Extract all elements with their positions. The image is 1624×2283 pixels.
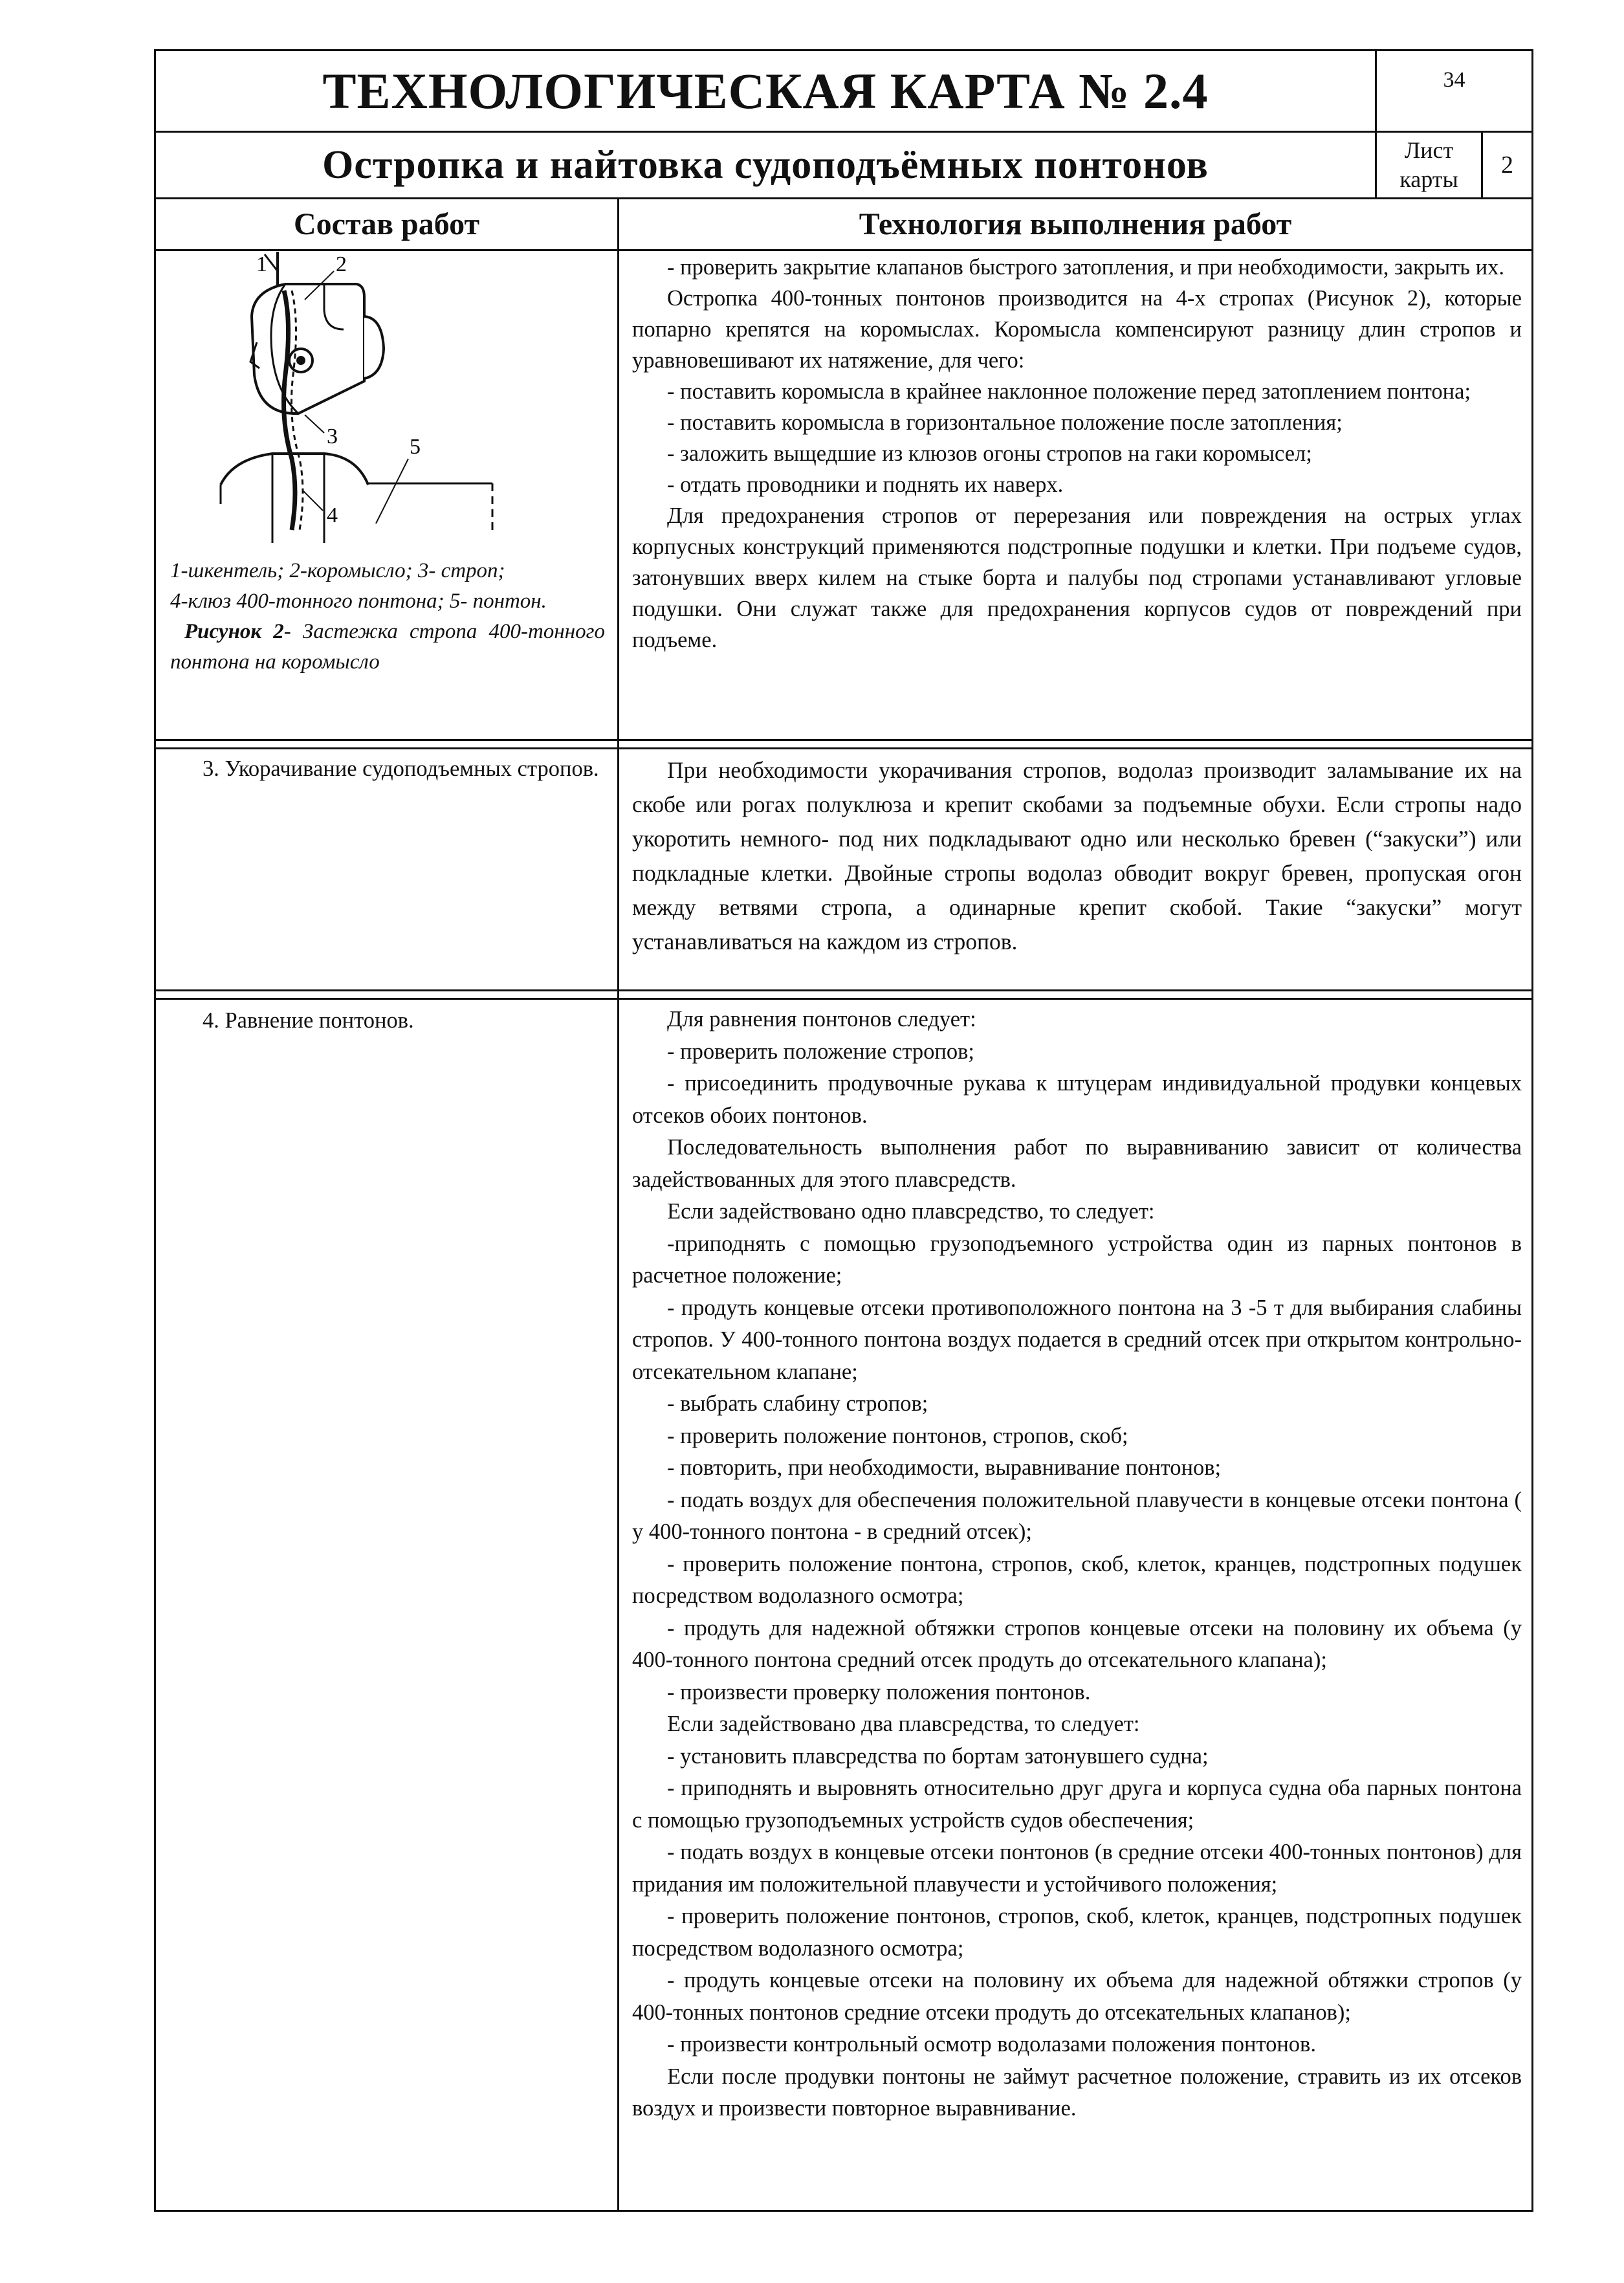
sheet-label-line-2: карты — [1399, 166, 1458, 192]
figure-legend-2: 4-клюз 400-тонного понтона; 5- понтон. — [170, 590, 547, 613]
page-number: 34 — [1377, 51, 1531, 133]
card-subtitle: Остропка и найтовка судоподъёмных понтонов — [156, 133, 1377, 197]
figure-caption-label: Рисунок 2 — [184, 620, 284, 643]
column-header-work-scope: Состав работ — [293, 206, 480, 241]
divider-row-3 — [156, 989, 1531, 991]
figure-label-1: 1 — [256, 252, 267, 276]
card-title: ТЕХНОЛОГИЧЕСКАЯ КАРТА № 2.4 — [156, 51, 1377, 133]
paragraph: - подать воздух в концевые отсеки понтонов (в средние отсеки 400-тонных понтонов) для придания им положительной плавучести и устойчивого положения; — [632, 1840, 1522, 1897]
paragraph: - проверить положение понтона, стропов, скоб, клеток, кранцев, подстропных подушек посредством водолазного осмотра; — [632, 1551, 1522, 1608]
figure-label-4: 4 — [327, 503, 338, 527]
paragraph: - повторить, при необходимости, выравнивание понтонов; — [667, 1455, 1222, 1480]
paragraph: - присоединить продувочные рукава к штуцерам индивидуальной продувки концевых отсеков обоих понтонов. — [632, 1071, 1522, 1128]
row4-work-name: 4. Равнение понтонов. — [203, 1008, 414, 1033]
paragraph: Для предохранения стропов от перерезания или повреждения на острых углах корпусных конструкций применяются подстропные подушки и клетки. При подъеме судов, затонувших вверх килем на стыке борта и палубы под стропами устанавливают угловые подушки. Они служат также для предохранения корпусов судов от повреждений при подъеме. — [632, 503, 1522, 652]
paragraph: - поставить коромысла в крайнее наклонное положение перед затоплением понтона; — [667, 379, 1471, 404]
sheet-label — [1377, 133, 1483, 197]
figure-label-5: 5 — [410, 435, 421, 459]
column-header-technology: Технология выполнения работ — [859, 206, 1292, 241]
paragraph: - продуть для надежной обтяжки стропов концевые отсеки на половину их объема (у 400-тонного понтона средний отсек продуть до отсекательного клапана); — [632, 1615, 1522, 1672]
figure-caption — [170, 556, 605, 678]
figure-caption-text: - Застежка стропа 400-тонного понтона на коромысло — [170, 620, 605, 674]
paragraph: - продуть концевые отсеки на половину их объема для надежной обтяжки стропов (у 400-тонных понтонов средние отсеки продуть до отсекательных клапанов); — [632, 1968, 1522, 2025]
paragraph: - выбрать слабину стропов; — [667, 1391, 928, 1416]
paragraph: Остропка 400-тонных понтонов производится на 4-х стропах (Рисунок 2), которые попарно крепятся на коромыслах. Коромысла компенсируют разницу длин стропов и уравновешивают их натяжение, для чего: — [632, 286, 1522, 373]
figure-label-2: 2 — [336, 252, 347, 276]
paragraph: - проверить положение понтонов, стропов, скоб, клеток, кранцев, подстропных подушек посредством водолазного осмотра; — [632, 1904, 1522, 1961]
divider-row-2 — [156, 739, 1531, 741]
paragraph: - отдать проводники и поднять их наверх. — [667, 472, 1064, 497]
figure-label-3: 3 — [327, 425, 338, 448]
sheet-number: 2 — [1501, 151, 1513, 179]
paragraph: Для равнения понтонов следует: — [667, 1007, 976, 1031]
paragraph: - произвести контрольный осмотр водолазами положения понтонов. — [667, 2032, 1316, 2057]
paragraph: - поставить коромысла в горизонтальное положение после затопления; — [667, 410, 1343, 435]
figure-legend-1: 1-шкентель; 2-коромысло; 3- строп; — [170, 559, 505, 582]
paragraph: - проверить закрытие клапанов быстрого затопления, и при необходимости, закрыть их. — [667, 255, 1504, 280]
sheet-label-line-1: Лист — [1404, 137, 1454, 163]
row4-technology-text — [632, 1004, 1522, 2125]
paragraph: - приподнять и выровнять относительно друг друга и корпуса судна оба парных понтона с помощью грузоподъемных устройств судов обеспечения; — [632, 1776, 1522, 1833]
paragraph: Если задействовано одно плавсредство, то следует: — [667, 1199, 1155, 1224]
paragraph: Последовательность выполнения работ по выравниванию зависит от количества задействованных для этого плавсредств. — [632, 1135, 1522, 1192]
paragraph: - установить плавсредства по бортам затонувшего судна; — [667, 1743, 1209, 1769]
divider-row-3b — [156, 998, 1531, 1000]
sling-yoke-figure — [195, 245, 557, 549]
paragraph: Если после продувки понтоны не займут расчетное положение, стравить из их отсеков воздух и произвести повторное выравнивание. — [632, 2064, 1522, 2121]
paragraph: - проверить положение стропов; — [667, 1039, 974, 1064]
paragraph: - проверить положение понтонов, стропов, скоб; — [667, 1423, 1128, 1448]
row3-technology-text: При необходимости укорачивания стропов, водолаз производит заламывание их на скобе или рогах полуклюза и крепит скобами за подъемные обухи. Если стропы надо укоротить немного- под них подкладывают одно или несколько бревен (“закуски”) или подкладные клетки. Двойные стропы водолаз обводит вокруг бревен, пропуская огон между ветвями стропа, а одинарные крепит скобой. Такие “закуски” могут устанавливаться на каждом из стропов. — [632, 757, 1522, 954]
row3-work-name: 3. Укорачивание судоподъемных стропов. — [203, 756, 599, 781]
paragraph: - произвести проверку положения понтонов. — [667, 1679, 1091, 1704]
divider-columns — [617, 197, 619, 2210]
row2-technology-text — [632, 252, 1522, 656]
paragraph: - заложить выщедшие из клюзов огоны стропов на гаки коромысел; — [667, 441, 1312, 466]
technological-card-sheet — [154, 49, 1533, 2212]
divider-row-2b — [156, 747, 1531, 749]
paragraph: - подать воздух для обеспечения положительной плавучести в концевые отсеки понтона ( у 400-тонного понтона - в средний отсек); — [632, 1487, 1522, 1544]
paragraph: -приподнять с помощью грузоподъемного устройства один из парных понтонов в расчетное положение; — [632, 1231, 1522, 1288]
paragraph: Если задействовано два плавсредства, то следует: — [667, 1712, 1140, 1736]
paragraph: - продуть концевые отсеки противоположного понтона на 3 -5 т для выбирания слабины стропов. У 400-тонного понтона воздух подается в средний отсек при открытом контрольно-отсекательном клапане; — [632, 1295, 1522, 1384]
